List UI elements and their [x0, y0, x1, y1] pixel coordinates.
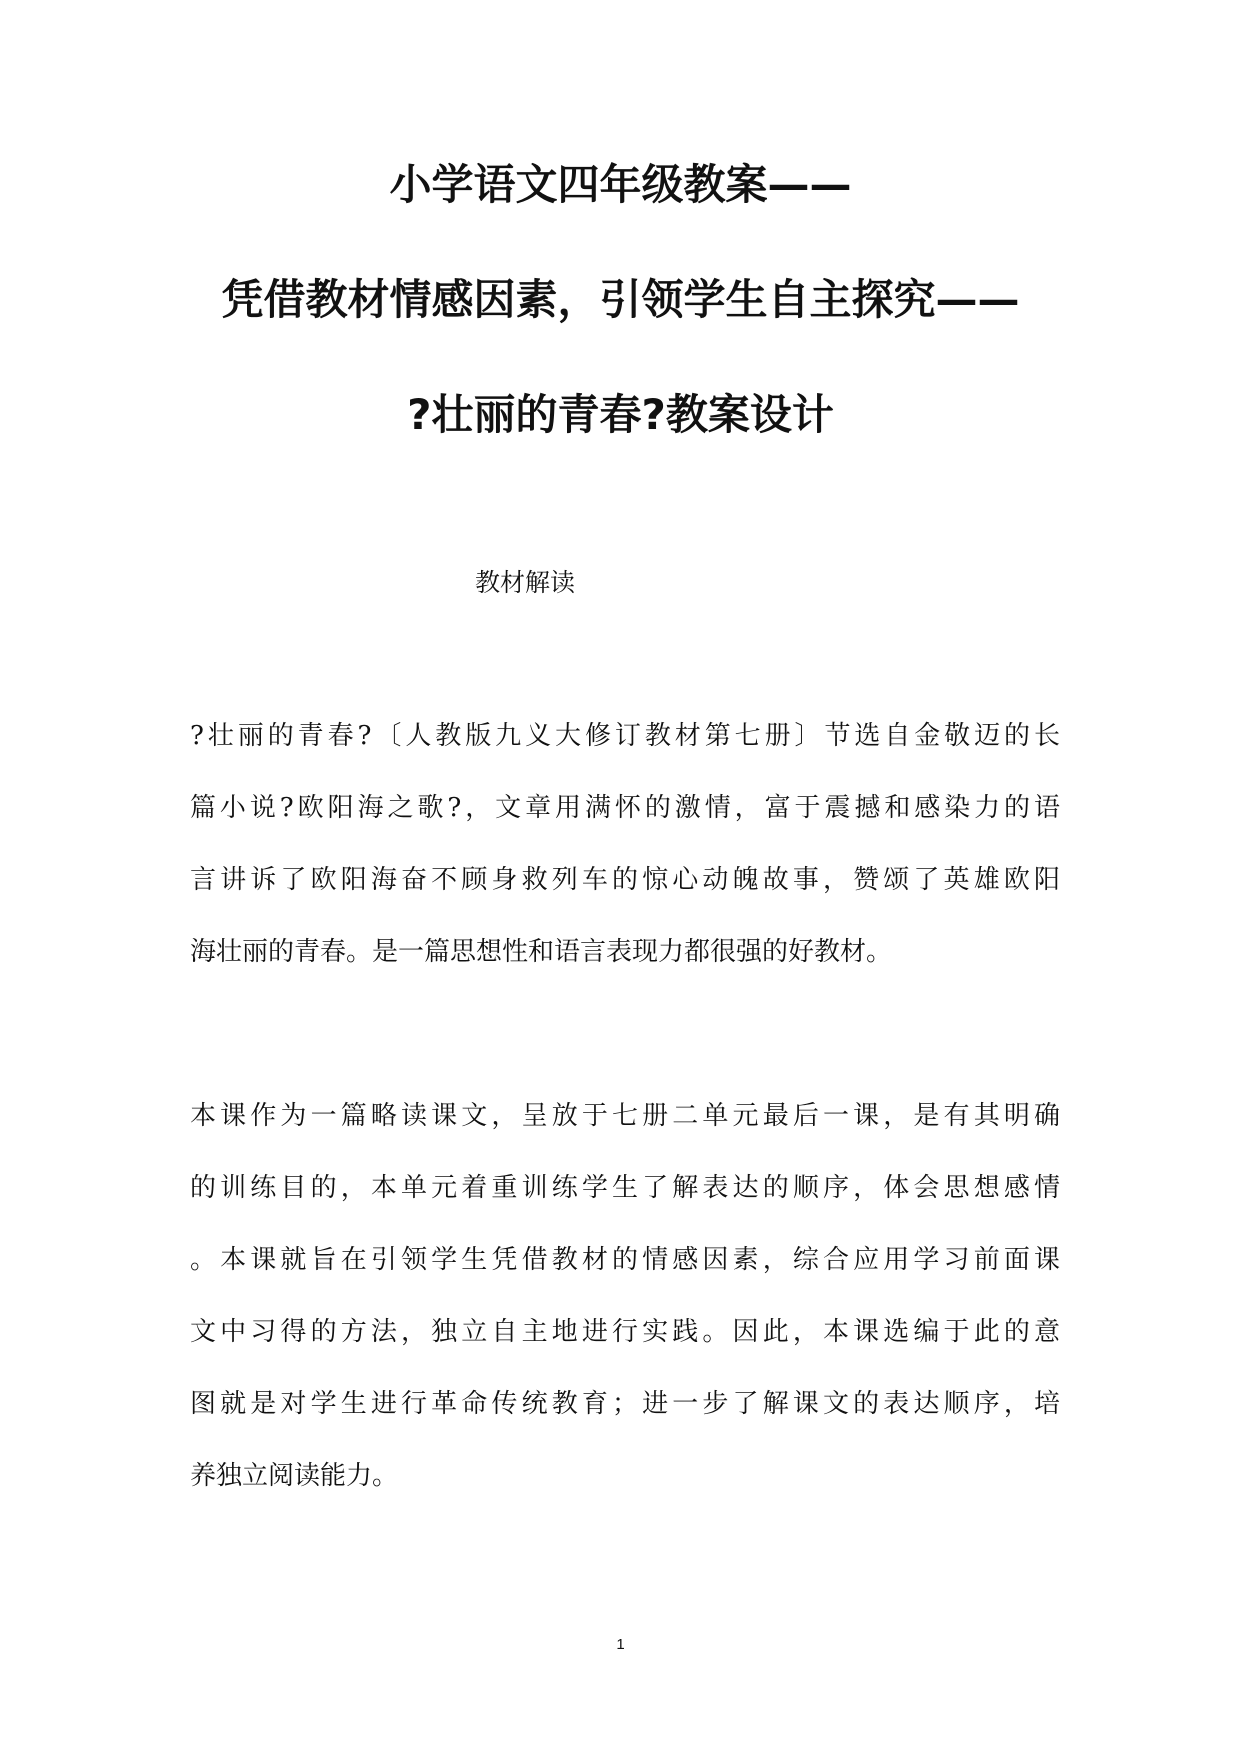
- paragraph-line: 的训练目的，本单元着重训练学生了解表达的顺序，体会思想感情: [190, 1173, 1060, 1203]
- page-number: 1: [616, 1636, 625, 1653]
- paragraph-1: [190, 700, 1060, 988]
- paragraph-line: 养独立阅读能力。: [190, 1461, 399, 1491]
- section-heading: 教材解读: [475, 568, 576, 597]
- title-line-2: 凭借教材情感因素，引领学生自主探究——: [221, 275, 1020, 324]
- title-line-1: 小学语文四年级教案——: [389, 160, 852, 209]
- paragraph-2: [190, 1080, 1060, 1512]
- paragraph-line: 。本课就旨在引领学生凭借教材的情感因素，综合应用学习前面课: [190, 1245, 1060, 1275]
- title-line-3: ?壮丽的青春?教案设计: [407, 390, 834, 439]
- paragraph-line: 海壮丽的青春。是一篇思想性和语言表现力都很强的好教材。: [190, 937, 893, 967]
- paragraph-line: 言讲诉了欧阳海奋不顾身救列车的惊心动魄故事，赞颂了英雄欧阳: [190, 865, 1060, 895]
- paragraph-line: ?壮丽的青春?〔人教版九义大修订教材第七册〕节选自金敬迈的长: [190, 721, 1060, 751]
- paragraph-line: 文中习得的方法，独立自主地进行实践。因此，本课选编于此的意: [190, 1317, 1060, 1347]
- paragraph-line: 篇小说?欧阳海之歌?，文章用满怀的激情，富于震撼和感染力的语: [190, 793, 1060, 823]
- paragraph-line: 本课作为一篇略读课文，呈放于七册二单元最后一课，是有其明确: [190, 1101, 1060, 1131]
- paragraph-line: 图就是对学生进行革命传统教育；进一步了解课文的表达顺序，培: [190, 1389, 1060, 1419]
